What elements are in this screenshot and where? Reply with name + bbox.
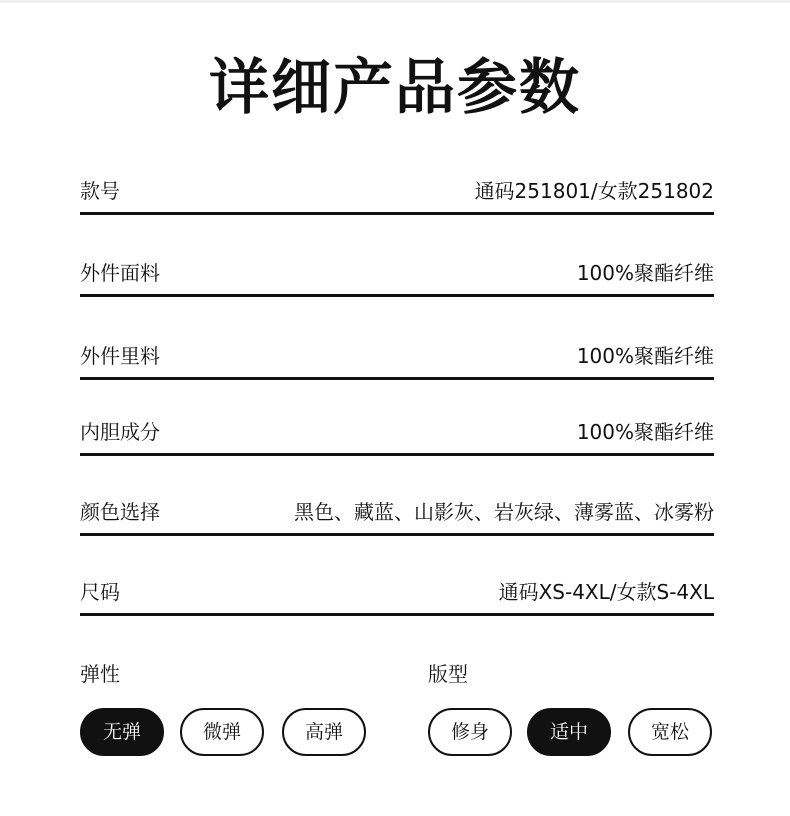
spec-row-outer-lining xyxy=(80,337,714,380)
spec-label: 外件里料 xyxy=(80,344,160,368)
spec-row-color-options xyxy=(80,493,714,536)
elasticity-option-high[interactable]: 高弹 xyxy=(282,708,366,756)
elasticity-label: 弹性 xyxy=(80,662,120,686)
spec-label: 外件面料 xyxy=(80,261,160,285)
fit-option-loose[interactable]: 宽松 xyxy=(628,708,712,756)
page-title: 详细产品参数 xyxy=(209,53,581,123)
fit-label: 版型 xyxy=(428,662,468,686)
fit-option-slim[interactable]: 修身 xyxy=(428,708,512,756)
spec-row-outer-fabric xyxy=(80,254,714,297)
spec-value: 100%聚酯纤维 xyxy=(576,344,714,368)
spec-row-style-number xyxy=(80,172,714,215)
elasticity-option-none[interactable]: 无弹 xyxy=(80,708,164,756)
spec-value: 100%聚酯纤维 xyxy=(576,420,714,444)
spec-label: 尺码 xyxy=(80,580,120,604)
spec-label: 颜色选择 xyxy=(80,500,160,524)
elasticity-option-slight[interactable]: 微弹 xyxy=(180,708,264,756)
spec-label: 内胆成分 xyxy=(80,420,160,444)
spec-label: 款号 xyxy=(80,179,120,203)
spec-value: 通码251801/女款251802 xyxy=(474,179,714,203)
spec-row-size xyxy=(80,573,714,616)
spec-row-inner-composition xyxy=(80,413,714,456)
spec-value: 黑色、藏蓝、山影灰、岩灰绿、薄雾蓝、冰雾粉 xyxy=(294,500,714,524)
top-divider-strip xyxy=(0,0,790,3)
spec-value: 通码XS-4XL/女款S-4XL xyxy=(498,580,714,604)
fit-option-regular[interactable]: 适中 xyxy=(527,708,611,756)
spec-value: 100%聚酯纤维 xyxy=(576,261,714,285)
